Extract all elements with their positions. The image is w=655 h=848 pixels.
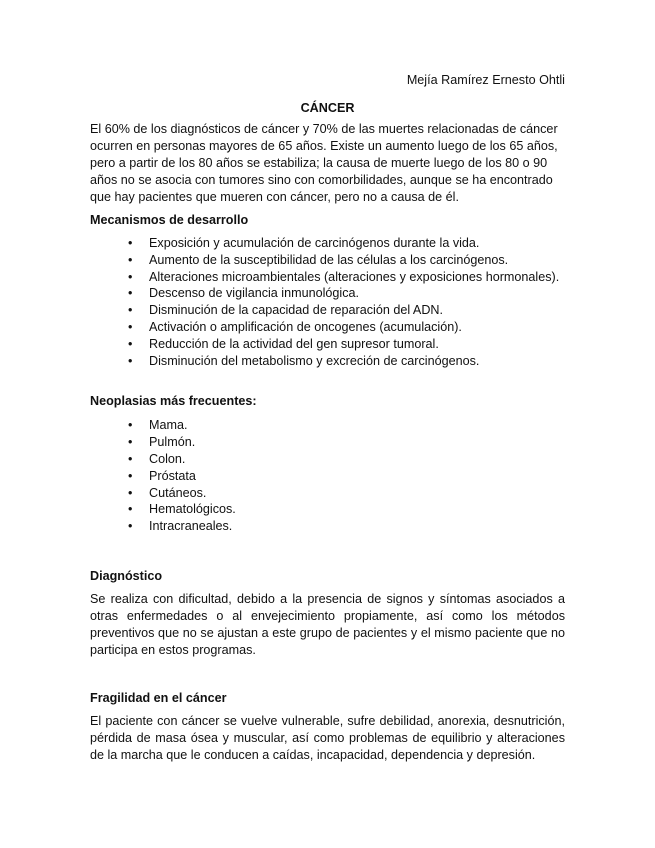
bullet-icon: • xyxy=(128,236,133,250)
document-page xyxy=(90,72,565,764)
author-name: Mejía Ramírez Ernesto Ohtli xyxy=(406,73,565,87)
list-item xyxy=(90,252,565,269)
bullet-icon: • xyxy=(128,252,133,267)
diagnosis-heading: Diagnóstico xyxy=(90,568,163,583)
frailty-heading: Fragilidad en el cáncer xyxy=(90,690,227,705)
list-item xyxy=(90,302,565,319)
neoplasms-list xyxy=(90,417,565,535)
list-item-text: Hematológicos. xyxy=(149,502,236,517)
list-item xyxy=(90,501,565,518)
list-item-text: Descenso de vigilancia inmunológica. xyxy=(149,286,360,301)
bullet-icon: • xyxy=(128,286,133,301)
bullet-icon: • xyxy=(128,303,133,318)
list-item xyxy=(90,468,565,485)
bullet-icon: • xyxy=(128,485,133,500)
list-item-text: Pulmón. xyxy=(149,435,196,450)
list-item-text: Alteraciones microambientales (alteraciones y exposiciones hormonales). xyxy=(149,269,560,284)
list-item-text: Activación o amplificación de oncogenes (acumulación). xyxy=(149,319,462,334)
list-item-text: Colon. xyxy=(149,451,186,466)
frailty-paragraph: El paciente con cáncer se vuelve vulnerable, sufre debilidad, anorexia, desnutrición, pérdida de masa ósea y muscular, así como problemas de equilibrio y alteraciones de la marcha que le conducen a caídas, incapacidad, dependencia y depresión. xyxy=(90,713,565,762)
bullet-icon: • xyxy=(128,269,133,284)
bullet-icon: • xyxy=(128,468,133,483)
list-item xyxy=(90,451,565,468)
list-item xyxy=(90,353,565,370)
mechanisms-heading: Mecanismos de desarrollo xyxy=(90,213,249,227)
bullet-icon: • xyxy=(128,319,133,334)
bullet-icon: • xyxy=(128,435,133,450)
list-item xyxy=(90,319,565,336)
bullet-icon: • xyxy=(128,336,133,351)
list-item xyxy=(90,235,565,252)
list-item-text: Reducción de la actividad del gen supresor tumoral. xyxy=(149,336,439,351)
bullet-icon: • xyxy=(128,353,133,368)
list-item xyxy=(90,518,565,535)
neoplasms-heading: Neoplasias más frecuentes: xyxy=(90,394,257,409)
intro-paragraph: El 60% de los diagnósticos de cáncer y 70% de las muertes relacionadas de cáncer ocurren en personas mayores de 65 años. Existe un aumento luego de los 65 años, pero a partir de los 80 años se estabiliza; la causa de muerte luego de los 80 o 90 años no se asocia con tumores sino con comorbilidades, aunque se ha encontrado que hay pacientes que mueren con cáncer, pero no a causa de él. xyxy=(90,122,558,204)
diagnosis-paragraph: Se realiza con dificultad, debido a la presencia de signos y síntomas asociados a otras enfermedades o al envejecimiento propiamente, así como los métodos preventivos que no se ajustan a este grupo de pacientes y el mismo paciente que no participa en estos programas. xyxy=(90,591,565,657)
mechanisms-list xyxy=(90,235,565,369)
bullet-icon: • xyxy=(128,418,133,433)
list-item xyxy=(90,434,565,451)
bullet-icon: • xyxy=(128,502,133,517)
document-title: CÁNCER xyxy=(300,101,355,115)
list-item xyxy=(90,336,565,353)
list-item-text: Mama. xyxy=(149,418,188,433)
list-item xyxy=(90,417,565,434)
bullet-icon: • xyxy=(128,451,133,466)
list-item-text: Intracraneales. xyxy=(149,519,233,534)
list-item-text: Disminución de la capacidad de reparación del ADN. xyxy=(149,303,444,318)
list-item xyxy=(90,485,565,502)
list-item-text: Próstata xyxy=(149,468,196,483)
list-item-text: Exposición y acumulación de carcinógenos durante la vida. xyxy=(149,236,480,250)
list-item-text: Aumento de la susceptibilidad de las células a los carcinógenos. xyxy=(149,252,509,267)
list-item-text: Disminución del metabolismo y excreción de carcinógenos. xyxy=(149,353,480,368)
list-item-text: Cutáneos. xyxy=(149,485,207,500)
bullet-icon: • xyxy=(128,519,133,534)
list-item xyxy=(90,269,565,286)
list-item xyxy=(90,285,565,302)
